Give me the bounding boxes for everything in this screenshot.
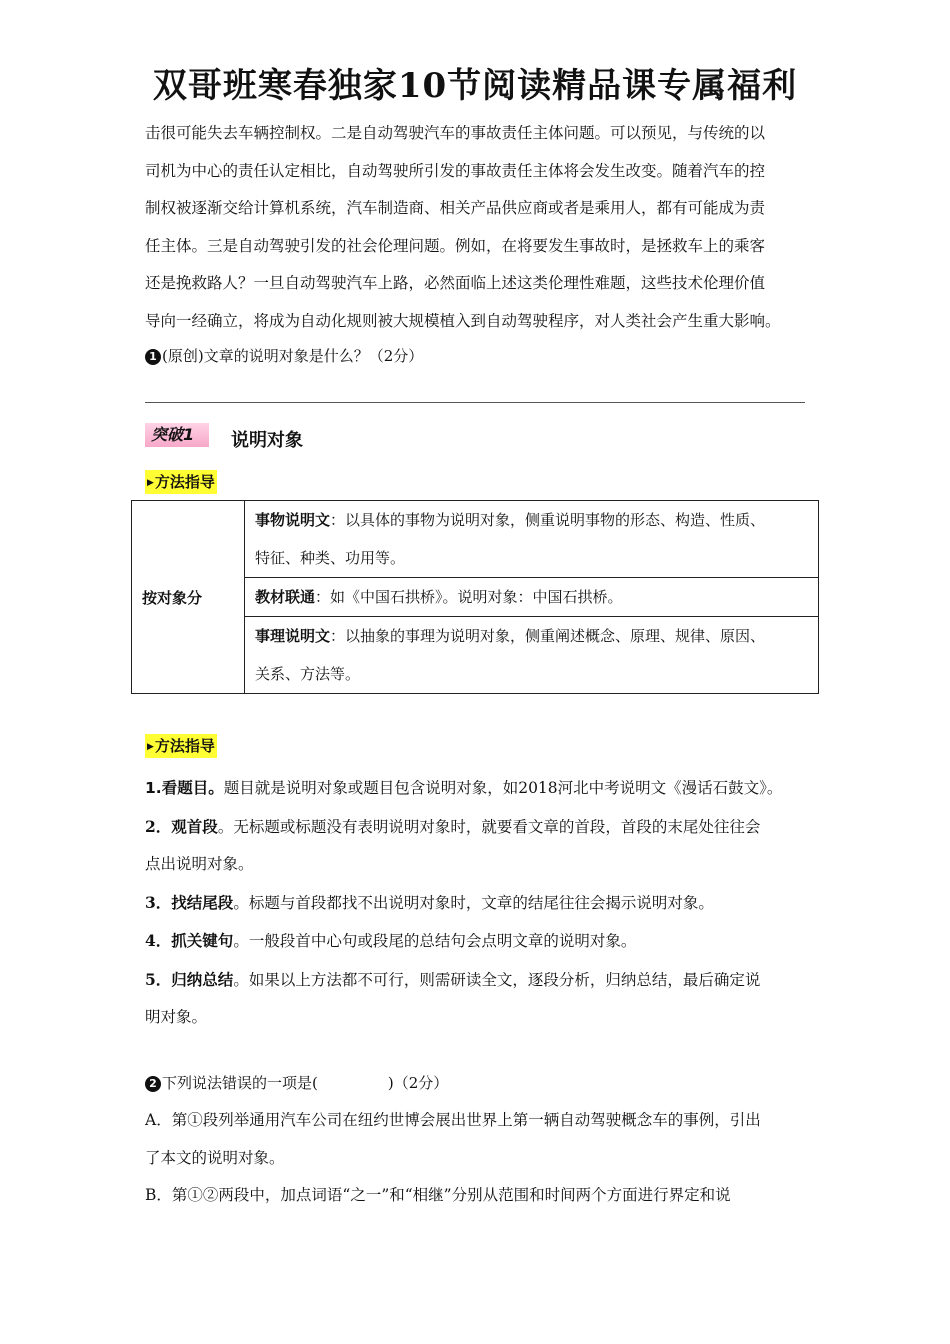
step-text: 。无标题或标题没有表明说明对象时，就要看文章的首段，首段的末尾处往往会: [217, 817, 761, 836]
step-title: 抓关键句: [171, 932, 234, 950]
passage-line: 击很可能失去车辆控制权。二是自动驾驶汽车的事故责任主体问题。可以预见，与传统的以: [145, 124, 766, 142]
list-item: [145, 922, 810, 961]
method-steps-list: [145, 770, 810, 1037]
classification-table: [131, 500, 819, 694]
question-number-badge: 1: [145, 349, 161, 365]
passage-line: 导向一经确立，将成为自动化规则被大规模植入到自动驾驶程序，对人类社会产生重大影响。: [145, 311, 781, 330]
option-a: [145, 1102, 810, 1177]
step-text: 。一般段首中心句或段尾的总结句会点明文章的说明对象。: [233, 932, 637, 950]
page-title: 双哥班寒春独家10节阅读精品课专属福利: [152, 66, 798, 106]
list-item: [145, 884, 810, 923]
passage-paragraph: [145, 115, 810, 340]
passage-line: 任主体。三是自动驾驶引发的社会伦理问题。例如，在将要发生事故时，是拯救车上的乘客: [145, 236, 766, 255]
step-text: 明对象。: [145, 1008, 208, 1026]
question-1: [145, 344, 423, 368]
cell-text: 关系、方法等。: [255, 665, 361, 683]
cell-text: ：以具体的事物为说明对象，侧重说明事物的形态、构造、性质、: [330, 511, 766, 529]
cell-text: ：以抽象的事理为说明对象，侧重阐述概念、原理、规律、原因、: [330, 627, 766, 645]
option-b: [145, 1177, 810, 1215]
step-text: 。标题与首段都找不出说明对象时，文章的结尾往往会揭示说明对象。: [233, 893, 714, 912]
option-line: A．第①段列举通用汽车公司在纽约世博会展出世界上第一辆自动驾驶概念车的事例，引出: [145, 1111, 761, 1129]
section-divider: [145, 402, 805, 403]
cell-text: 特征、种类、功用等。: [255, 549, 406, 567]
step-text: 点出说明对象。: [145, 855, 254, 873]
step-title: 观首段: [171, 817, 218, 836]
cell-term: 教材联通: [255, 588, 316, 606]
table-cell: [245, 501, 819, 578]
step-text: 题目就是说明对象或题目包含说明对象，如2018河北中考说明文《漫话石鼓文》。: [223, 779, 783, 797]
step-title: 归纳总结: [171, 970, 234, 989]
step-number: 4．: [145, 931, 172, 950]
method-guide-label: [145, 734, 217, 758]
list-item: [145, 808, 810, 884]
question-2-text: 下列说法错误的一项是(: [162, 1074, 318, 1092]
triangle-bullet-icon: ▶: [147, 742, 154, 752]
section-title: 说明对象: [231, 430, 303, 451]
question-2-points: )（2分）: [387, 1074, 449, 1092]
table-row-header: 按对象分: [132, 501, 245, 694]
list-item: [145, 961, 810, 1037]
list-item: [145, 770, 810, 808]
method-guide-label: [145, 470, 217, 494]
passage-line: 司机为中心的责任认定相比，自动驾驶所引发的事故责任主体将会发生改变。随着汽车的控: [145, 161, 766, 180]
cell-text: ：如《中国石拱桥》。说明对象：中国石拱桥。: [315, 588, 623, 606]
triangle-bullet-icon: ▶: [147, 478, 154, 488]
step-number: 3．: [145, 892, 172, 912]
passage-line: 制权被逐渐交给计算机系统，汽车制造商、相关产品供应商或者是乘用人，都有可能成为责: [145, 199, 766, 217]
step-number: 1.: [145, 779, 162, 797]
cell-term: 事物说明文: [255, 511, 331, 529]
question-2: [145, 1071, 448, 1095]
method-guide-text: 方法指导: [154, 473, 215, 491]
option-line: 了本文的说明对象。: [145, 1148, 285, 1167]
step-number: 5．: [145, 969, 172, 989]
section-badge: 突破1: [145, 423, 209, 447]
question-number-badge: 2: [145, 1076, 161, 1092]
table-cell: [245, 578, 819, 617]
method-guide-text: 方法指导: [154, 737, 215, 755]
table-cell: [245, 617, 819, 694]
cell-term: 事理说明文: [255, 627, 331, 645]
passage-line: 还是挽救路人？一旦自动驾驶汽车上路，必然面临上述这类伦理性难题，这些技术伦理价值: [145, 274, 766, 292]
step-title: 看题目。: [161, 779, 224, 797]
step-title: 找结尾段: [171, 893, 234, 912]
option-line: B．第①②两段中，加点词语“之一”和“相继”分别从范围和时间两个方面进行界定和说: [145, 1186, 731, 1204]
question-1-text: (原创)文章的说明对象是什么？（2分）: [162, 347, 424, 365]
step-number: 2．: [145, 816, 172, 836]
step-text: 。如果以上方法都不可行，则需研读全文，逐段分析，归纳总结，最后确定说: [233, 970, 761, 989]
